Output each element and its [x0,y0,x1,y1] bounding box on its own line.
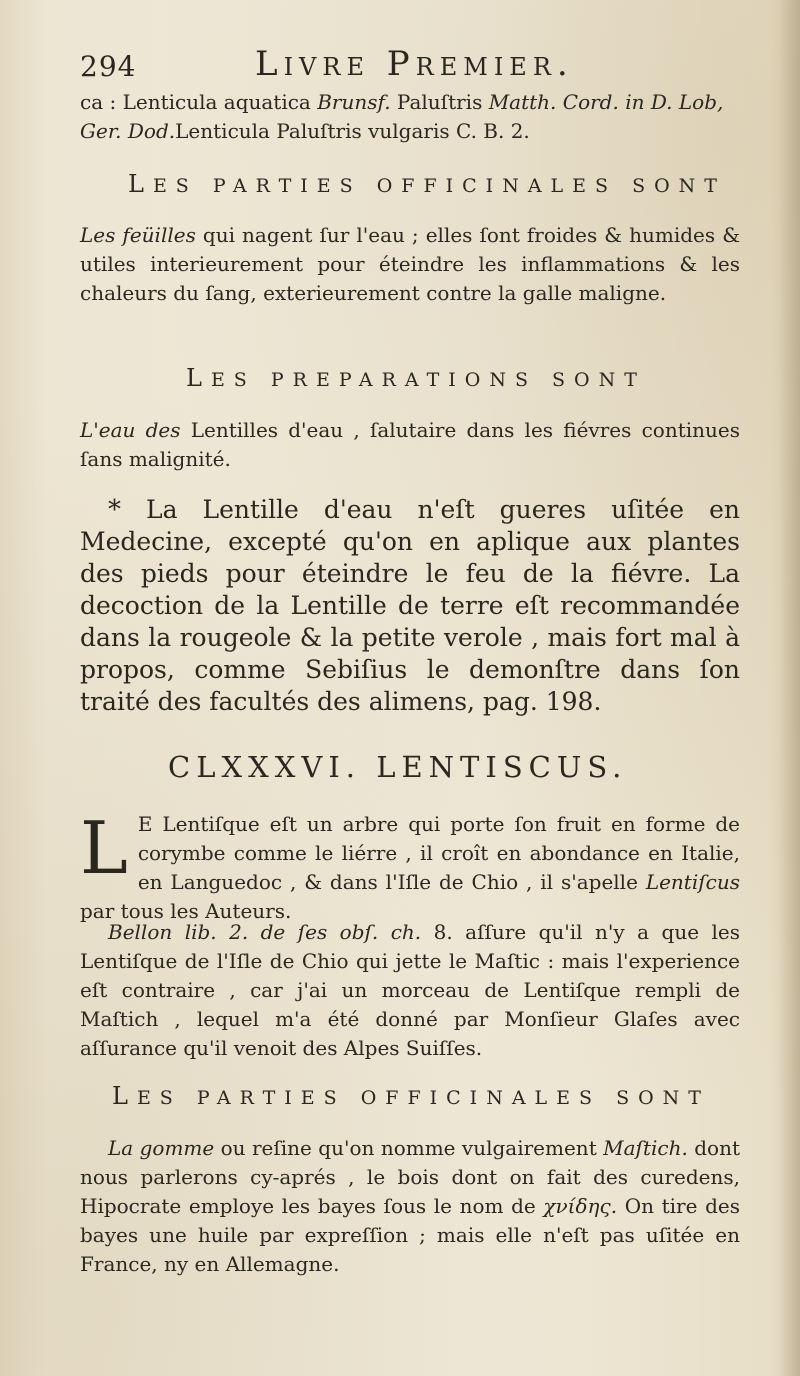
synonym-text: Paluſtris [390,90,489,114]
running-title: Livre Premier. [255,44,574,84]
paragraph-eau-des-lentilles: L'eau des Lentilles d'eau , ſalutaire dans les fiévres continues ſans malignité. [80,418,740,471]
page-number: 294 [80,50,137,83]
greek-word: χνίδης. [543,1194,618,1218]
drop-cap: L [80,806,128,890]
author-abbrev: Ger. Dod. [80,119,176,143]
paragraph-bellon: Bellon lib. 2. de ſes obſ. ch. 8. aſſure qu'il n'y a que les Lentiſque de l'Iſle de Chio qui jette le Maſtic : mais l'experience eſt contraire , car j'ai un morceau de Lentiſque rempli de Maſtich , lequel m'a été donné par Monſieur Glaſes avec aſſurance qu'il venoit des Alpes Suiſſes. [80,920,740,1060]
heading-parties-officinales-2: LES PARTIES OFFICINALES SONT [112,1082,710,1110]
asterisk-note-marker: * [108,495,121,525]
paragraph-lentisque: L E Lentiſque eſt un arbre qui porte ſon fruit en forme de corymbe comme le liérre , il croît en abondance en Italie, en Languedoc , & dans l'Iſle de Chio , il s'apelle Lentiſcus par tous les Auteurs. [80,806,740,923]
paragraph-note: * La Lentille d'eau n'eſt gueres uſitée en Medecine, excepté qu'on en aplique aux plantes des pieds pour éteindre le feu de la fiévre. La decoction de la Lentille de terre eſt recommandée dans la rougeole & la petite verole , mais fort mal à propos, comme Sebiſius le demonſtre dans ſon traité des facultés des alimens, pag. 198. [80,495,740,716]
running-head [80,44,740,88]
paragraph-gomme: La gomme ou reſine qu'on nomme vulgairement Maſtich. dont nous parlerons cy-aprés , le bois dont on fait des curedens, Hipocrate employe les bayes ſous le nom de χνίδης. On tire des bayes une huile par expreſſion ; mais elle n'eſt pas uſitée en France, ny en Allemagne. [80,1136,740,1276]
page-gutter-shadow [778,0,800,1376]
synonym-text: ca : Lenticula aquatica [80,90,318,114]
author-abbrev: Matth. Cord. in D. Lob, [488,90,724,114]
continued-synonyms [80,88,740,146]
section-title-lentiscus: CLXXXVI. LENTISCUS. [168,750,628,784]
synonym-text: Lenticula Paluſtris vulgaris C. B. 2. [175,119,530,143]
author-abbrev: Brunsf. [317,90,391,114]
heading-parties-officinales: LES PARTIES OFFICINALES SONT [128,170,726,198]
heading-preparations: LES PREPARATIONS SONT [186,364,646,392]
paragraph-feuilles: Les feüilles qui nagent ſur l'eau ; elles ſont froides & humides & utiles interieurement pour éteindre les inflammations & les chaleurs du ſang, exterieurement contre la galle maligne. [80,223,740,305]
